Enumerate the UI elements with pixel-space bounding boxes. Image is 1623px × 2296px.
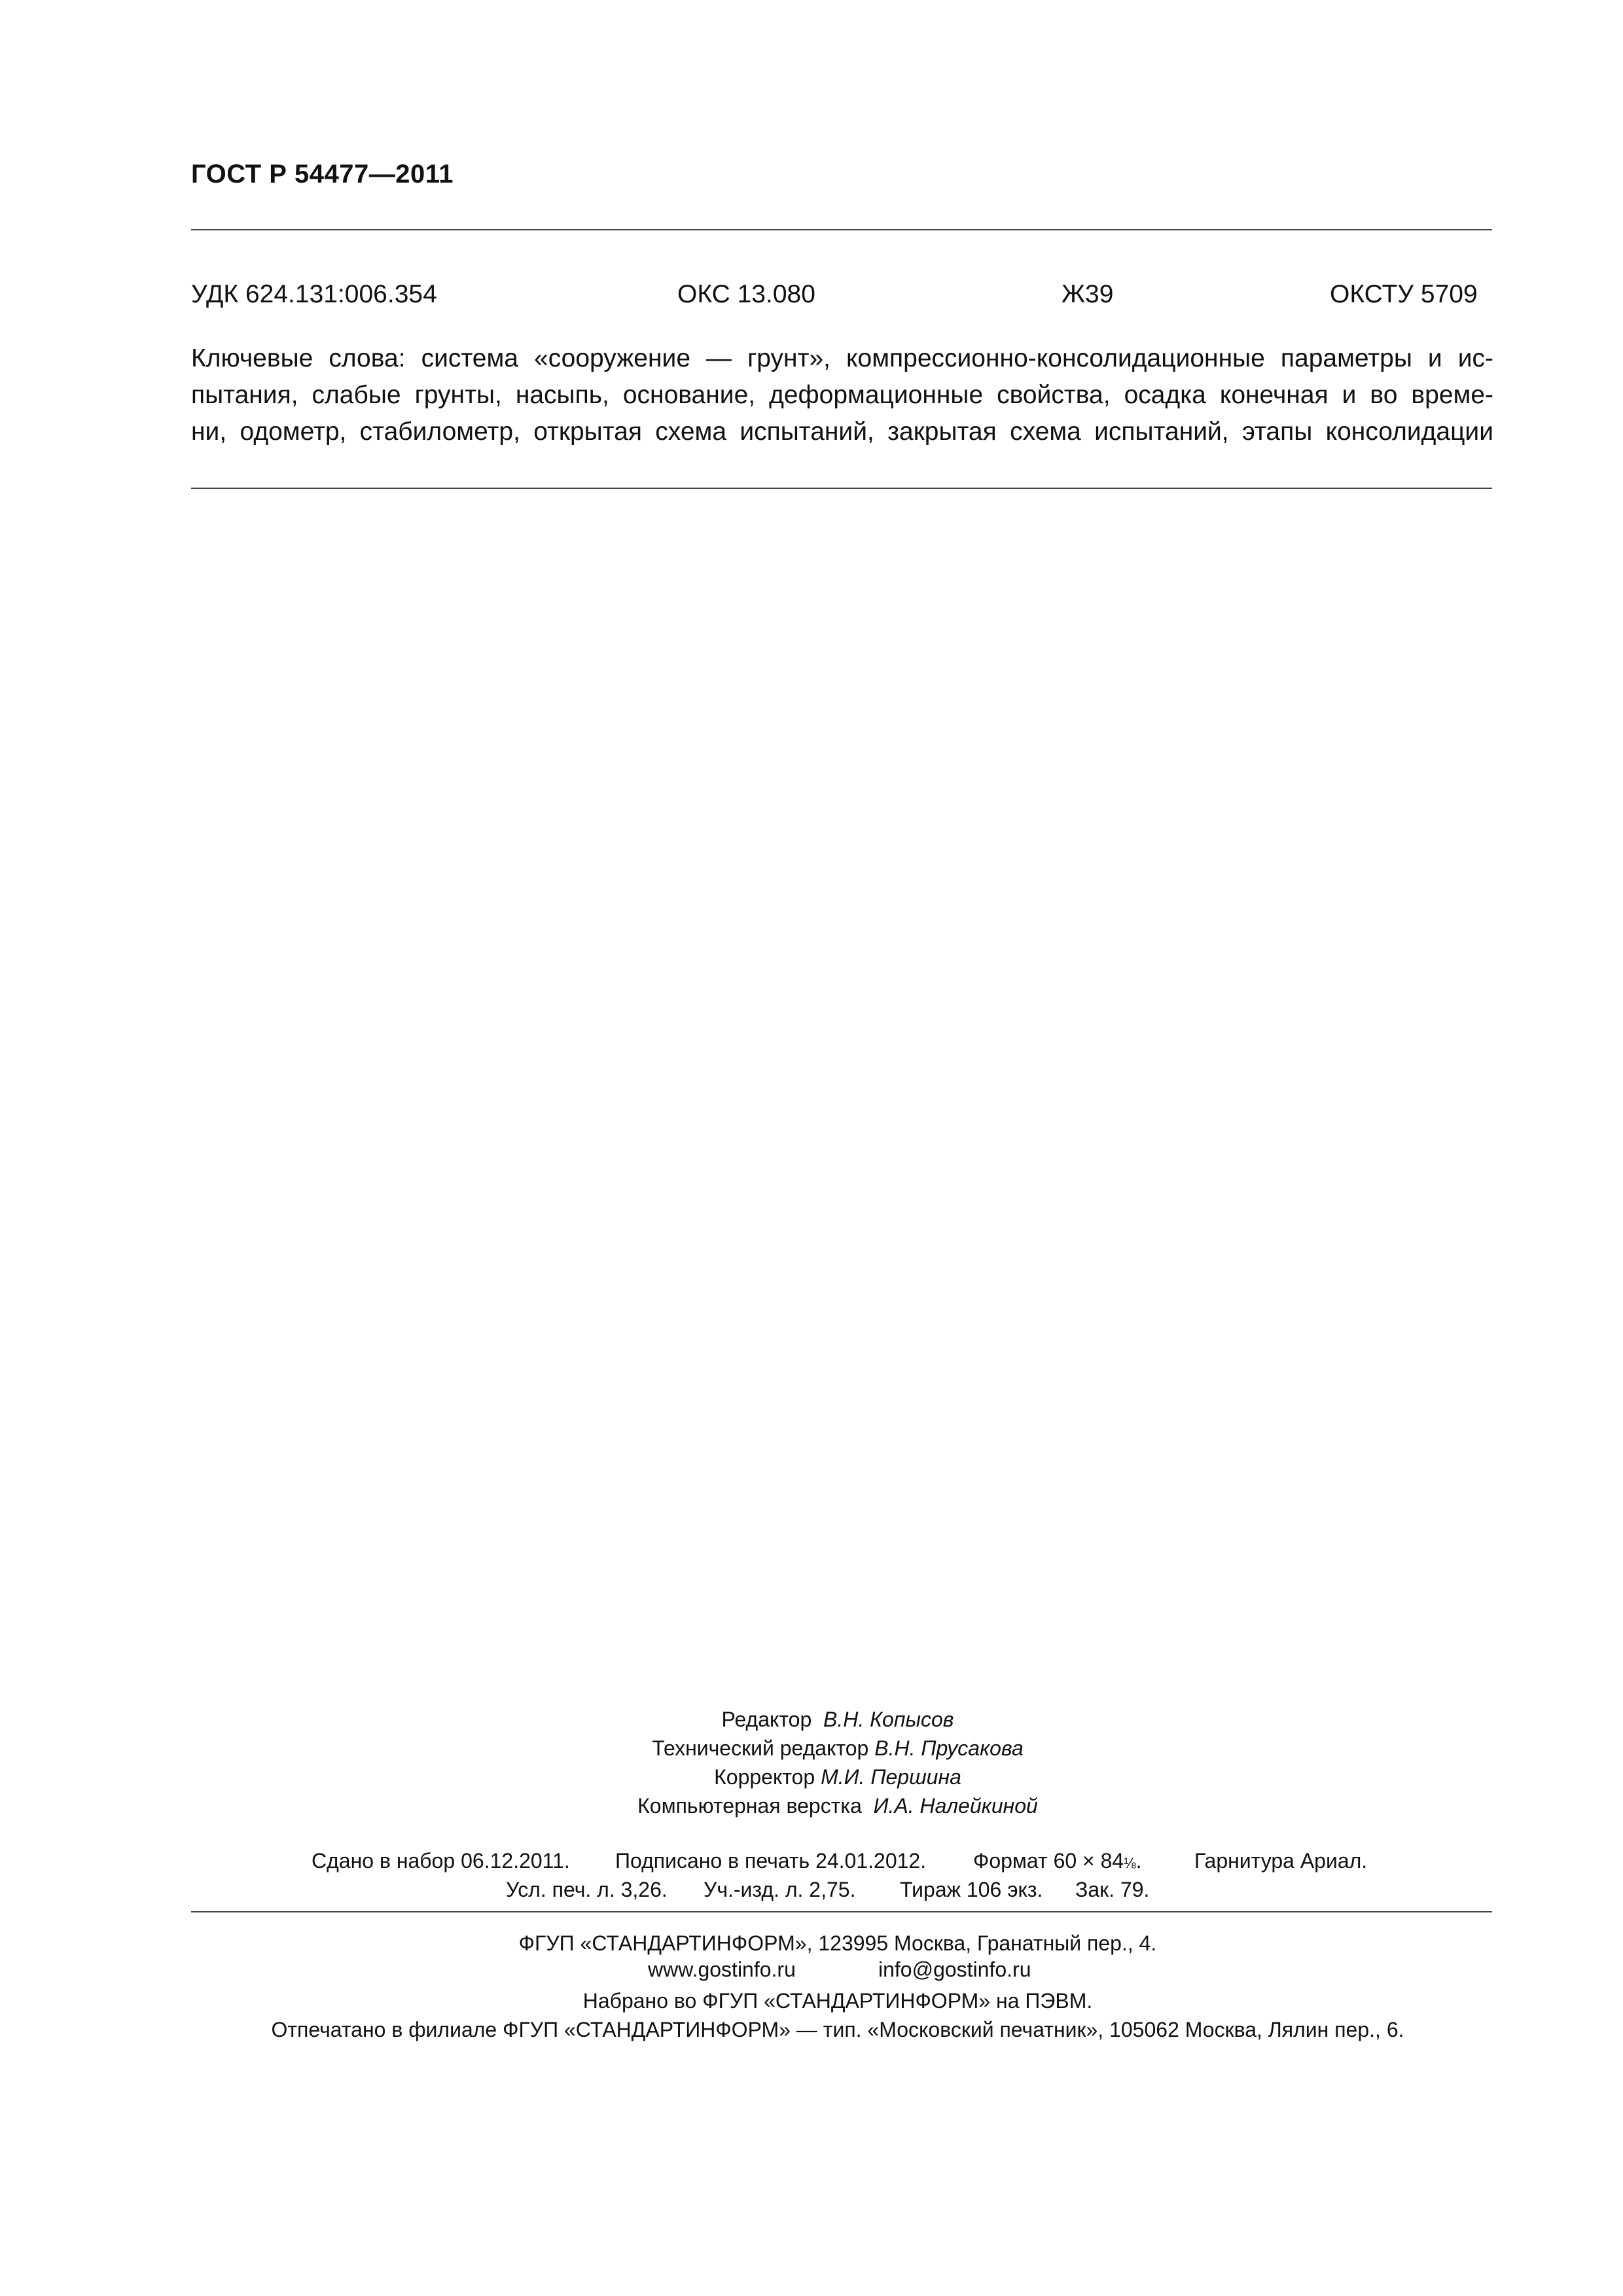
format-info: Формат 60 × 84⅛.	[973, 1849, 1142, 1873]
editor-name: В.Н. Копысов	[823, 1708, 954, 1731]
zh-code: Ж39	[1061, 280, 1114, 308]
publisher-address: ФГУП «СТАНДАРТИНФОРМ», 123995 Москва, Гранатный пер., 4.	[518, 1931, 1157, 1955]
editor-credit	[0, 1705, 1623, 1734]
format-prefix: Формат 60	[973, 1849, 1077, 1873]
publisher-email[interactable]: info@gostinfo.ru	[878, 1958, 1031, 1981]
document-title: ГОСТ Р 54477—2011	[191, 160, 454, 188]
circulation-info: Тираж 106 экз.	[900, 1878, 1043, 1901]
udk-code: УДК 624.131:006.354	[191, 280, 437, 308]
corrector-label: Корректор	[714, 1765, 815, 1789]
imprint-divider	[191, 1911, 1492, 1912]
publisher-website[interactable]: www.gostinfo.ru	[648, 1958, 796, 1981]
format-times: ×	[1082, 1849, 1095, 1873]
keywords-line: Ключевые слова: система «сооружение — грунт», компрессионно-консолидационные параметры и ис-	[191, 344, 1493, 372]
order-info: Зак. 79.	[1075, 1878, 1150, 1901]
edition-sheets-info: Уч.-изд. л. 2,75.	[704, 1878, 856, 1901]
editor-label: Редактор	[721, 1708, 812, 1731]
oks-code: ОКС 13.080	[677, 280, 815, 308]
layout-credit	[0, 1791, 1623, 1820]
sheets-info: Усл. печ. л. 3,26.	[506, 1878, 668, 1901]
keywords-divider	[191, 488, 1492, 489]
format-fraction: ⅛	[1124, 1855, 1136, 1871]
corrector-name: М.И. Першина	[821, 1765, 961, 1789]
submitted-date: Сдано в набор 06.12.2011.	[312, 1849, 570, 1873]
corrector-credit	[0, 1763, 1623, 1791]
layout-name: И.А. Налейкиной	[873, 1794, 1038, 1818]
keywords-block	[191, 340, 1493, 450]
tech-editor-name: В.Н. Прусакова	[874, 1736, 1024, 1760]
layout-label: Компьютерная верстка	[637, 1794, 862, 1818]
signed-date: Подписано в печать 24.01.2012.	[615, 1849, 927, 1873]
tech-editor-credit	[0, 1734, 1623, 1763]
tech-editor-label: Технический редактор	[652, 1736, 869, 1760]
typeface-info: Гарнитура Ариал.	[1194, 1849, 1368, 1873]
format-mid: 84	[1100, 1849, 1124, 1873]
keywords-line: ни, одометр, стабилометр, открытая схема испытаний, закрытая схема испытаний, этапы консолидации	[191, 418, 1493, 446]
okstu-code: ОКСТУ 5709	[1330, 280, 1478, 308]
typeset-info: Набрано во ФГУП «СТАНДАРТИНФОРМ» на ПЭВМ.	[582, 1989, 1093, 2013]
printed-info: Отпечатано в филиале ФГУП «СТАНДАРТИНФОРМ» — тип. «Московский печатник», 105062 Москва, Лялин пер., 6.	[271, 2018, 1404, 2041]
keywords-line: пытания, слабые грунты, насыпь, основание, деформационные свойства, осадка конечная и во време-	[191, 381, 1493, 409]
top-divider	[191, 229, 1492, 230]
